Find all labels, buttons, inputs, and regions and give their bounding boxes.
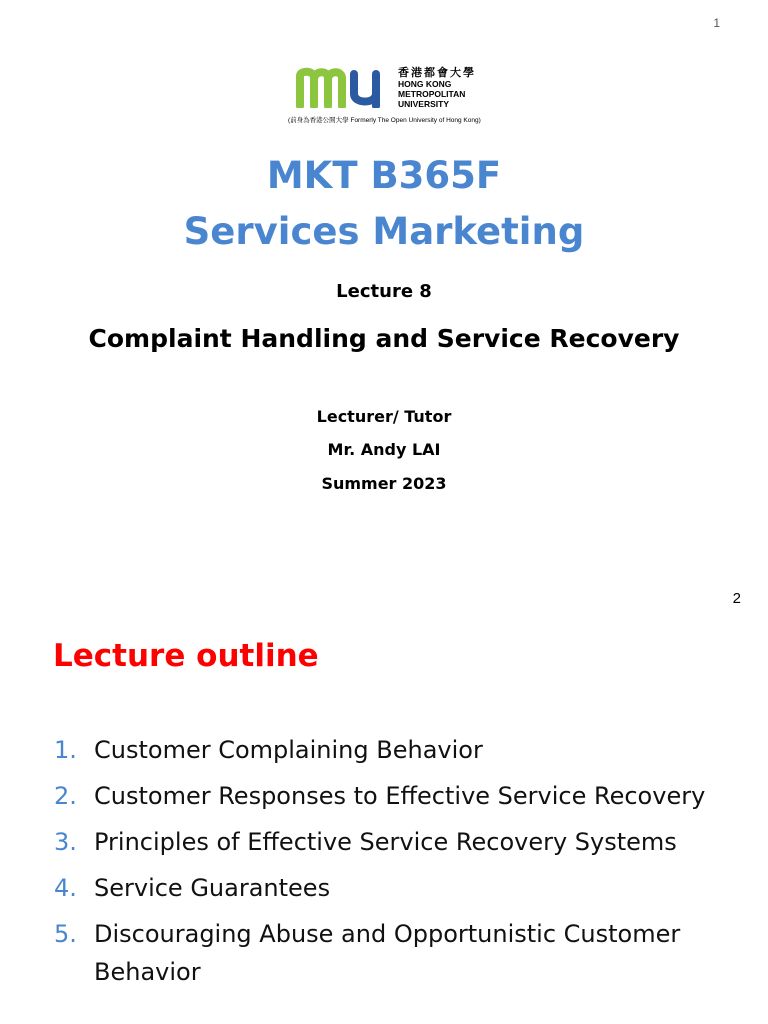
- course-code: MKT B365F: [266, 154, 502, 197]
- page-number: 1: [713, 16, 720, 30]
- outline-item-text: Principles of Effective Service Recovery Systems: [94, 828, 677, 856]
- page-number: 2: [732, 590, 741, 607]
- outline-title: Lecture outline: [53, 638, 319, 674]
- outline-item: [54, 869, 734, 907]
- lecture-title: Complaint Handling and Service Recovery: [88, 324, 680, 353]
- lecturer-name: Mr. Andy LAI: [327, 440, 441, 459]
- mu-logo-icon: [296, 66, 392, 108]
- logo-english-line: HONG KONG: [398, 79, 452, 89]
- lecture-number: Lecture 8: [336, 281, 432, 302]
- outline-item-text: Customer Complaining Behavior: [94, 736, 483, 764]
- slide-2: [0, 576, 768, 1024]
- outline-list: [54, 731, 734, 999]
- outline-item-text: Service Guarantees: [94, 874, 331, 902]
- logo-chinese-name: 香港都會大學: [398, 66, 476, 79]
- outline-item-text: Customer Responses to Effective Service Recovery: [94, 782, 706, 810]
- outline-item-number: 2.: [54, 782, 77, 810]
- outline-item: [54, 915, 734, 991]
- logo-english-line: METROPOLITAN: [398, 89, 466, 99]
- course-name: Services Marketing: [183, 210, 585, 253]
- lecturer-label: Lecturer/ Tutor: [316, 407, 452, 426]
- logo-former-name: (前身為香港公開大學 Formerly The Open University of Hong Kong): [288, 117, 481, 124]
- outline-item-number: 1.: [54, 736, 77, 764]
- outline-item-number: 5.: [54, 920, 77, 948]
- university-logo: [288, 62, 496, 126]
- outline-item: [54, 777, 734, 815]
- logo-english-line: UNIVERSITY: [398, 99, 450, 109]
- outline-item-number: 3.: [54, 828, 77, 856]
- outline-item-text: Discouraging Abuse and Opportunistic Customer Behavior: [94, 920, 681, 986]
- outline-item: [54, 823, 734, 861]
- outline-item-number: 4.: [54, 874, 77, 902]
- term: Summer 2023: [321, 474, 447, 493]
- outline-item: [54, 731, 734, 769]
